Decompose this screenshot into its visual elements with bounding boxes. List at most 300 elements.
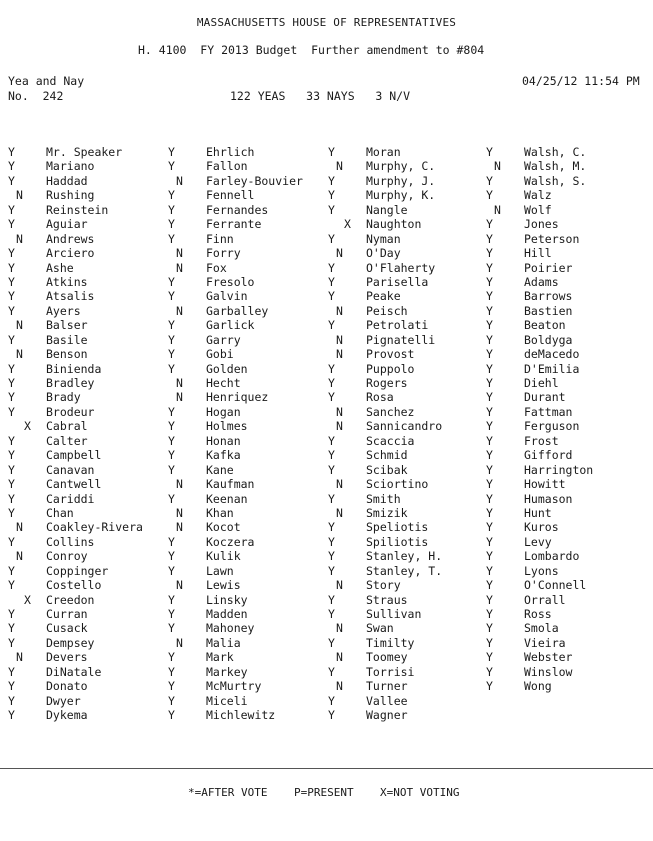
member-name: Fennell (206, 188, 255, 203)
member-name: Ayers (46, 303, 81, 318)
vote-mark: Y (8, 145, 15, 159)
vote-mark: N (16, 347, 23, 362)
member-name: Peterson (524, 231, 580, 246)
vote-mark: Y (328, 664, 335, 679)
vote-mark: Y (486, 332, 493, 347)
vote-mark: Y (8, 289, 15, 304)
member-name: Walsh, M. (524, 159, 587, 174)
vote-mark: Y (328, 549, 335, 564)
member-name: Harrington (524, 462, 594, 477)
member-name: Sanchez (366, 404, 415, 419)
member-name: Torrisi (366, 664, 415, 679)
member-name: Scaccia (366, 433, 415, 448)
vote-mark: Y (8, 505, 15, 520)
vote-mark: N (336, 419, 343, 434)
member-name: Mark (206, 650, 234, 665)
vote-mark: N (336, 679, 343, 694)
vote-mark: Y (486, 650, 493, 665)
member-name: Beaton (524, 318, 566, 333)
member-name: Kafka (206, 448, 241, 463)
vote-mark: Y (168, 404, 175, 419)
member-name: Donato (46, 679, 88, 694)
vote-mark: Y (168, 274, 175, 289)
vote-mark: Y (328, 520, 335, 535)
vote-mark: N (336, 621, 343, 636)
vote-mark: Y (8, 217, 15, 232)
member-name: Conroy (46, 549, 88, 564)
vote-mark: X (344, 217, 351, 232)
vote-mark: N (336, 303, 343, 318)
member-name: Garry (206, 332, 241, 347)
vote-mark: Y (8, 708, 15, 723)
member-name: Fattman (524, 404, 573, 419)
vote-mark: Y (486, 289, 493, 304)
member-name: Murphy, K. (366, 188, 436, 203)
vote-mark: Y (486, 303, 493, 318)
member-name: Scibak (366, 462, 408, 477)
footer-divider (0, 768, 653, 769)
member-name: Orrall (524, 592, 566, 607)
member-name: Stanley, T. (366, 563, 443, 578)
vote-mark: Y (486, 448, 493, 463)
member-name: Cariddi (46, 491, 95, 506)
member-name: Howitt (524, 477, 566, 492)
vote-mark: Y (328, 708, 335, 723)
vote-mark: N (336, 246, 343, 261)
vote-mark: Y (328, 145, 335, 159)
member-name: Miceli (206, 693, 248, 708)
member-name: Brady (46, 390, 81, 405)
vote-mark: Y (486, 390, 493, 405)
vote-mark: Y (486, 664, 493, 679)
member-name: Lombardo (524, 549, 580, 564)
vote-mark: Y (168, 462, 175, 477)
vote-mark: Y (486, 361, 493, 376)
vote-mark: N (336, 404, 343, 419)
member-name: Spiliotis (366, 534, 429, 549)
member-name: Garlick (206, 318, 255, 333)
vote-mark: Y (328, 607, 335, 621)
vote-mark: Y (328, 274, 335, 289)
vote-timestamp: 04/25/12 11:54 PM (522, 74, 640, 88)
vote-mark: Y (486, 318, 493, 333)
member-name: Sciortino (366, 477, 429, 492)
member-name: Diehl (524, 376, 559, 390)
member-name: Koczera (206, 534, 255, 549)
vote-mark: N (336, 477, 343, 492)
member-name: Smizik (366, 505, 408, 520)
vote-mark: N (176, 477, 183, 492)
member-name: O'Flaherty (366, 260, 436, 275)
member-name: Farley-Bouvier (206, 173, 303, 188)
member-name: Straus (366, 592, 408, 607)
vote-mark: Y (328, 376, 335, 390)
member-name: Finn (206, 231, 234, 246)
vote-mark: Y (328, 202, 335, 217)
member-name: McMurtry (206, 679, 262, 694)
vote-mark: Y (168, 318, 175, 333)
vote-mark: Y (328, 448, 335, 463)
vote-mark: Y (328, 231, 335, 246)
vote-mark: N (176, 578, 183, 593)
vote-mark: Y (8, 246, 15, 261)
member-name: Mariano (46, 159, 95, 174)
member-name: Aguiar (46, 217, 88, 232)
member-name: Benson (46, 347, 88, 362)
vote-mark: Y (8, 534, 15, 549)
member-name: Sullivan (366, 607, 422, 621)
vote-mark: Y (486, 635, 493, 650)
member-name: Brodeur (46, 404, 95, 419)
member-name: Kane (206, 462, 234, 477)
vote-mark: Y (168, 679, 175, 694)
member-name: Ross (524, 607, 552, 621)
member-name: Wagner (366, 708, 408, 723)
vote-mark: Y (8, 477, 15, 492)
vote-mark: Y (328, 592, 335, 607)
member-name: Holmes (206, 419, 248, 434)
vote-mark: Y (486, 404, 493, 419)
member-name: Rogers (366, 376, 408, 390)
vote-mark: N (176, 246, 183, 261)
member-name: O'Connell (524, 578, 587, 593)
member-name: Gobi (206, 347, 234, 362)
vote-mark: N (16, 231, 23, 246)
member-name: Smola (524, 621, 559, 636)
member-name: Rosa (366, 390, 394, 405)
vote-mark: Y (8, 361, 15, 376)
vote-mark: Y (328, 361, 335, 376)
member-name: Creedon (46, 592, 95, 607)
vote-mark: Y (168, 534, 175, 549)
vote-mark: N (176, 520, 183, 535)
vote-mark: Y (168, 332, 175, 347)
vote-mark: N (336, 650, 343, 665)
member-name: Bradley (46, 376, 95, 390)
vote-mark: Y (486, 534, 493, 549)
member-name: Sannicandro (366, 419, 443, 434)
member-name: Atsalis (46, 289, 95, 304)
member-name: Toomey (366, 650, 408, 665)
member-name: Puppolo (366, 361, 415, 376)
vote-mark: Y (486, 347, 493, 362)
vote-mark: Y (486, 621, 493, 636)
vote-mark: Y (168, 202, 175, 217)
vote-mark: Y (486, 433, 493, 448)
member-name: Smith (366, 491, 401, 506)
vote-mark: Y (328, 188, 335, 203)
member-name: Wolf (524, 202, 552, 217)
member-name: Haddad (46, 173, 88, 188)
member-name: Kuros (524, 520, 559, 535)
member-name: Lyons (524, 563, 559, 578)
member-name: Ferguson (524, 419, 580, 434)
member-name: Petrolati (366, 318, 429, 333)
vote-mark: Y (8, 274, 15, 289)
member-name: DiNatale (46, 664, 102, 679)
member-name: Dykema (46, 708, 88, 723)
member-name: Markey (206, 664, 248, 679)
vote-mark: N (16, 650, 23, 665)
vote-mark: Y (486, 592, 493, 607)
member-name: Wong (524, 679, 552, 694)
vote-mark: Y (486, 173, 493, 188)
vote-mark: Y (486, 679, 493, 694)
member-name: Moran (366, 145, 401, 159)
member-name: Barrows (524, 289, 573, 304)
vote-mark: Y (486, 145, 493, 159)
member-name: Malia (206, 635, 241, 650)
vote-mark: Y (486, 260, 493, 275)
vote-mark: Y (8, 664, 15, 679)
vote-mark: Y (486, 462, 493, 477)
vote-tally: 122 YEAS 33 NAYS 3 N/V (230, 89, 411, 103)
member-name: Boldyga (524, 332, 573, 347)
member-name: Nyman (366, 231, 401, 246)
member-name: Gifford (524, 448, 573, 463)
vote-mark: N (16, 318, 23, 333)
vote-mark: Y (328, 635, 335, 650)
member-name: Lawn (206, 563, 234, 578)
member-name: Walsh, S. (524, 173, 587, 188)
member-name: Winslow (524, 664, 573, 679)
vote-mark: Y (486, 217, 493, 232)
vote-mark: Y (8, 376, 15, 390)
member-name: Naughton (366, 217, 422, 232)
member-name: Cabral (46, 419, 88, 434)
member-name: Coakley-Rivera (46, 520, 143, 535)
vote-mark: Y (8, 390, 15, 405)
member-name: Durant (524, 390, 566, 405)
member-name: Dwyer (46, 693, 81, 708)
member-name: Hunt (524, 505, 552, 520)
member-name: Fallon (206, 159, 248, 174)
vote-mark: Y (168, 708, 175, 723)
vote-mark: N (494, 159, 501, 174)
vote-mark: Y (8, 693, 15, 708)
member-name: Mahoney (206, 621, 255, 636)
member-name: Stanley, H. (366, 549, 443, 564)
vote-mark: Y (486, 419, 493, 434)
member-name: Frost (524, 433, 559, 448)
member-name: Ashe (46, 260, 74, 275)
vote-mark: N (176, 505, 183, 520)
vote-mark: Y (486, 491, 493, 506)
vote-mark: Y (8, 563, 15, 578)
vote-mark: Y (168, 231, 175, 246)
member-name: Forry (206, 246, 241, 261)
member-name: D'Emilia (524, 361, 580, 376)
member-name: Vallee (366, 693, 408, 708)
member-name: Basile (46, 332, 88, 347)
member-name: Hill (524, 246, 552, 261)
vote-mark: Y (486, 563, 493, 578)
vote-mark: Y (8, 173, 15, 188)
member-name: Cantwell (46, 477, 102, 492)
member-name: Bastien (524, 303, 573, 318)
member-name: Murphy, C. (366, 159, 436, 174)
member-name: Golden (206, 361, 248, 376)
vote-mark: Y (8, 635, 15, 650)
vote-mark: N (336, 505, 343, 520)
vote-mark: Y (486, 578, 493, 593)
member-name: Swan (366, 621, 394, 636)
vote-mark: Y (8, 578, 15, 593)
vote-mark: Y (168, 217, 175, 232)
vote-mark: Y (328, 173, 335, 188)
vote-mark: Y (328, 534, 335, 549)
member-name: O'Day (366, 246, 401, 261)
member-name: Mr. Speaker (46, 145, 123, 159)
vote-mark: Y (8, 159, 15, 174)
vote-mark: N (16, 520, 23, 535)
vote-mark: N (336, 578, 343, 593)
vote-mark: Y (328, 563, 335, 578)
vote-mark: Y (8, 491, 15, 506)
member-name: Walz (524, 188, 552, 203)
vote-mark: N (176, 376, 183, 390)
member-name: Campbell (46, 448, 102, 463)
vote-mark: Y (168, 650, 175, 665)
vote-mark: Y (486, 188, 493, 203)
vote-mark: Y (168, 491, 175, 506)
vote-mark: Y (8, 433, 15, 448)
member-name: Poirier (524, 260, 573, 275)
member-name: Peisch (366, 303, 408, 318)
vote-mark: N (176, 260, 183, 275)
member-name: Walsh, C. (524, 145, 587, 159)
member-name: Kaufman (206, 477, 255, 492)
member-name: Andrews (46, 231, 95, 246)
member-name: Turner (366, 679, 408, 694)
vote-mark: Y (168, 289, 175, 304)
member-name: Levy (524, 534, 552, 549)
member-name: Rushing (46, 188, 95, 203)
member-name: Binienda (46, 361, 102, 376)
vote-mark: Y (8, 448, 15, 463)
member-name: Linsky (206, 592, 248, 607)
bill-description: H. 4100 FY 2013 Budget Further amendment to #804 (138, 43, 485, 57)
member-name: Pignatelli (366, 332, 436, 347)
vote-mark: Y (486, 477, 493, 492)
member-name: Provost (366, 347, 415, 362)
member-name: Story (366, 578, 401, 593)
member-name: Webster (524, 650, 573, 665)
vote-mark: Y (8, 332, 15, 347)
member-name: Balser (46, 318, 88, 333)
member-name: deMacedo (524, 347, 580, 362)
member-name: Calter (46, 433, 88, 448)
member-name: Costello (46, 578, 102, 593)
member-name: Parisella (366, 274, 429, 289)
vote-mark: Y (328, 462, 335, 477)
member-name: Cusack (46, 621, 88, 636)
vote-mark: N (336, 159, 343, 174)
member-name: Ehrlich (206, 145, 255, 159)
vote-mark: N (336, 332, 343, 347)
vote-mark: Y (486, 246, 493, 261)
page-title: MASSACHUSETTS HOUSE OF REPRESENTATIVES (196, 16, 457, 29)
member-name: Michlewitz (206, 708, 276, 723)
member-name: Madden (206, 607, 248, 621)
vote-mark: N (16, 549, 23, 564)
member-name: Murphy, J. (366, 173, 436, 188)
member-name: Timilty (366, 635, 415, 650)
member-name: Henriquez (206, 390, 269, 405)
vote-mark: Y (328, 390, 335, 405)
vote-mark: Y (168, 592, 175, 607)
vote-mark: N (176, 173, 183, 188)
member-name: Atkins (46, 274, 88, 289)
vote-mark: Y (8, 607, 15, 621)
vote-mark: Y (8, 404, 15, 419)
vote-mark: N (176, 303, 183, 318)
vote-mark: Y (486, 231, 493, 246)
member-name: Devers (46, 650, 88, 665)
vote-mark: N (16, 188, 23, 203)
vote-mark: Y (486, 376, 493, 390)
vote-mark: Y (328, 491, 335, 506)
member-name: Nangle (366, 202, 408, 217)
member-name: Fresolo (206, 274, 255, 289)
member-name: Dempsey (46, 635, 95, 650)
vote-mark: N (494, 202, 501, 217)
vote-mark: N (336, 347, 343, 362)
member-name: Coppinger (46, 563, 109, 578)
member-name: Chan (46, 505, 74, 520)
vote-mark: Y (168, 188, 175, 203)
vote-mark: Y (328, 433, 335, 448)
vote-mark: Y (328, 318, 335, 333)
vote-mark: Y (168, 433, 175, 448)
vote-mark: X (24, 419, 31, 434)
member-name: Reinstein (46, 202, 109, 217)
vote-mark: X (24, 592, 31, 607)
vote-mark: N (176, 635, 183, 650)
member-name: Vieira (524, 635, 566, 650)
vote-mark: N (176, 390, 183, 405)
member-name: Jones (524, 217, 559, 232)
vote-mark: Y (486, 607, 493, 621)
member-name: Keenan (206, 491, 248, 506)
member-name: Adams (524, 274, 559, 289)
member-name: Arciero (46, 246, 95, 261)
member-name: Canavan (46, 462, 95, 477)
vote-mark: Y (486, 520, 493, 535)
vote-mark: Y (168, 347, 175, 362)
vote-mark: Y (328, 693, 335, 708)
member-name: Ferrante (206, 217, 262, 232)
member-name: Kulik (206, 549, 241, 564)
roll-call-number: No. 242 (8, 89, 64, 103)
vote-mark: Y (168, 563, 175, 578)
vote-mark: Y (486, 549, 493, 564)
member-name: Collins (46, 534, 95, 549)
vote-mark: Y (168, 419, 175, 434)
vote-mark: Y (8, 260, 15, 275)
vote-mark: Y (486, 274, 493, 289)
vote-mark: Y (168, 549, 175, 564)
member-name: Garballey (206, 303, 269, 318)
vote-mark: Y (328, 289, 335, 304)
vote-mark: Y (168, 159, 175, 174)
member-name: Lewis (206, 578, 241, 593)
member-name: Hecht (206, 376, 241, 390)
member-name: Peake (366, 289, 401, 304)
vote-mark: Y (168, 607, 175, 621)
vote-mark: Y (168, 621, 175, 636)
member-name: Schmid (366, 448, 408, 463)
